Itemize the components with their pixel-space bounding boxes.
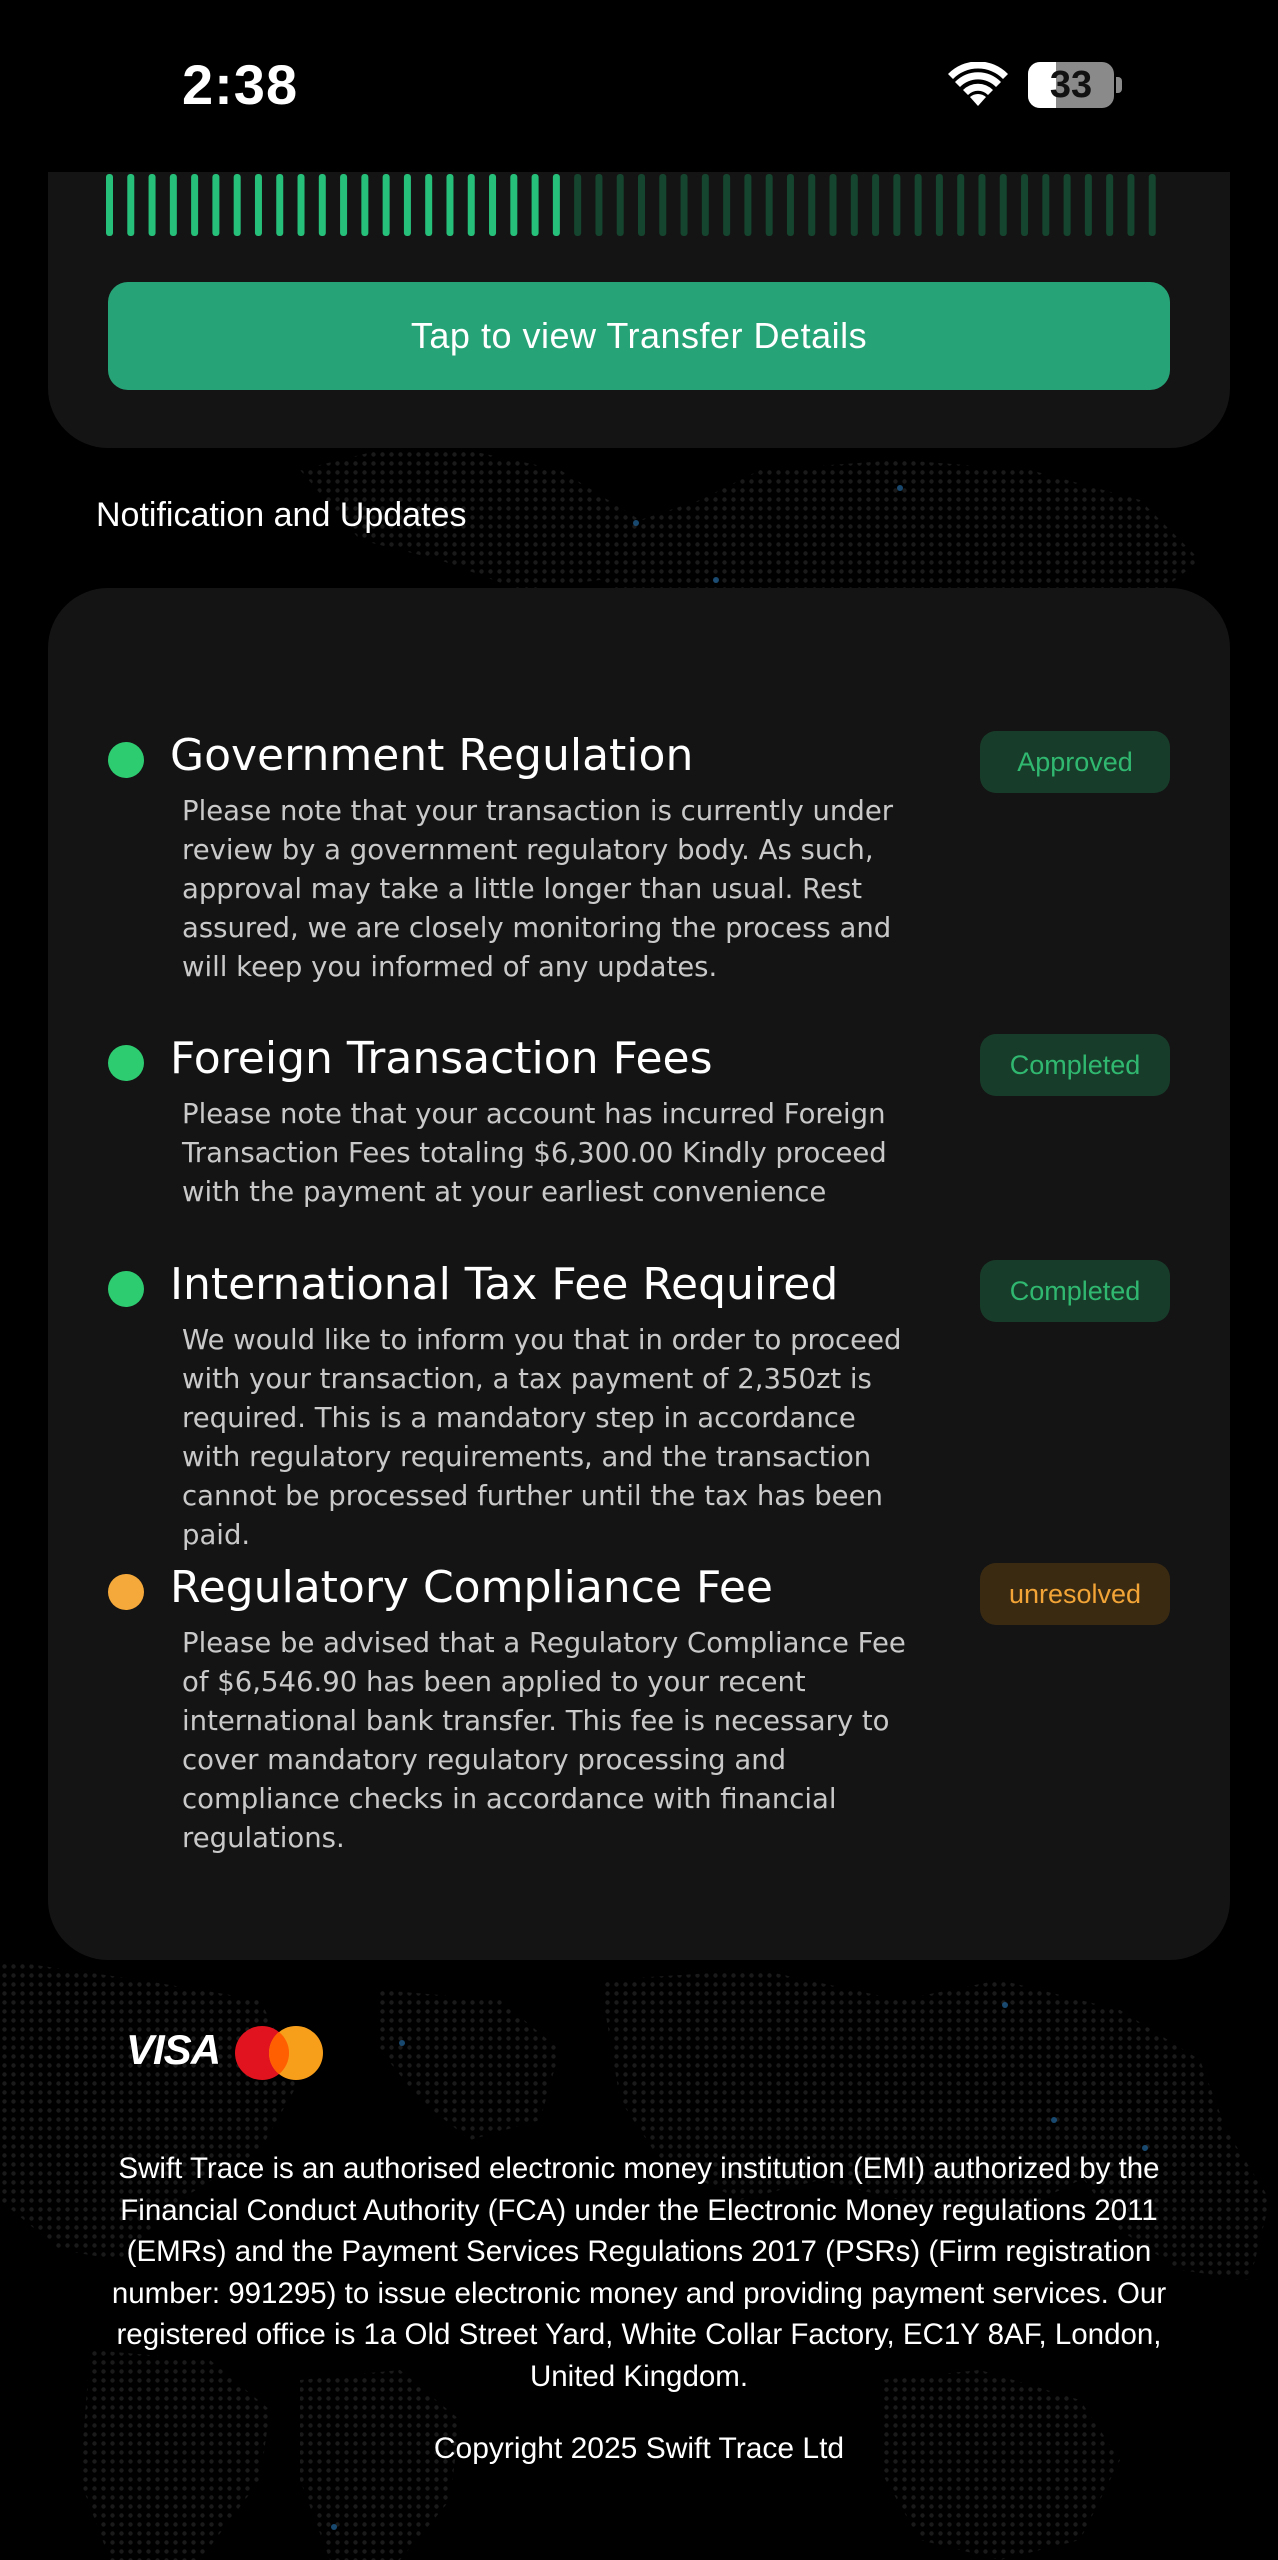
progress-tick	[915, 174, 922, 236]
progress-tick	[830, 174, 837, 236]
notification-title: Regulatory Compliance Fee	[170, 1562, 773, 1613]
status-dot-icon	[108, 1574, 144, 1610]
progress-tick	[893, 174, 900, 236]
progress-tick	[851, 174, 858, 236]
progress-tick	[1085, 174, 1092, 236]
progress-tick	[957, 174, 964, 236]
progress-tick	[766, 174, 773, 236]
notification-title: International Tax Fee Required	[170, 1259, 839, 1310]
status-badge: unresolved	[980, 1563, 1170, 1625]
view-transfer-details-button[interactable]: Tap to view Transfer Details	[108, 282, 1170, 390]
status-badge: Completed	[980, 1260, 1170, 1322]
progress-tick	[361, 174, 368, 236]
battery-icon	[1028, 62, 1124, 108]
progress-tick	[744, 174, 751, 236]
progress-tick	[234, 174, 241, 236]
progress-tick	[1064, 174, 1071, 236]
progress-tick	[638, 174, 645, 236]
status-time: 2:38	[182, 53, 299, 116]
progress-tick	[425, 174, 432, 236]
progress-tick	[617, 174, 624, 236]
notification-title: Government Regulation	[170, 730, 694, 781]
progress-tick	[872, 174, 879, 236]
status-dot-icon	[108, 742, 144, 778]
visa-logo: VISA	[126, 2026, 221, 2073]
progress-tick	[1021, 174, 1028, 236]
transfer-progress-bar	[106, 174, 1170, 236]
progress-tick	[489, 174, 496, 236]
progress-tick	[936, 174, 943, 236]
progress-tick	[1042, 174, 1049, 236]
progress-tick	[702, 174, 709, 236]
progress-tick	[191, 174, 198, 236]
progress-tick	[1149, 174, 1156, 236]
copyright-text: Copyright 2025 Swift Trace Ltd	[433, 2432, 845, 2465]
progress-tick	[978, 174, 985, 236]
mastercard-logo	[234, 2025, 324, 2081]
progress-tick	[404, 174, 411, 236]
progress-tick	[1127, 174, 1134, 236]
notification-body: Please note that your account has incurred Foreign Transaction Fees totaling $6,300.00 Kindly proceed with the payment at your earliest convenience	[182, 1098, 887, 1208]
progress-tick	[553, 174, 560, 236]
progress-tick	[787, 174, 794, 236]
status-dot-icon	[108, 1045, 144, 1081]
notifications-section-title: Notification and Updates	[96, 496, 467, 534]
notification-title: Foreign Transaction Fees	[170, 1033, 713, 1084]
progress-tick	[276, 174, 283, 236]
progress-tick	[681, 174, 688, 236]
progress-tick	[298, 174, 305, 236]
progress-tick	[340, 174, 347, 236]
notification-body: Please note that your transaction is currently under review by a government regulatory body. As such, approval may take a little longer than usual. Rest assured, we are closely monitoring the process and will keep you informed of any updates.	[182, 795, 894, 983]
wifi-icon	[948, 62, 1008, 108]
progress-tick	[532, 174, 539, 236]
status-dot-icon	[108, 1271, 144, 1307]
notification-body: Please be advised that a Regulatory Compliance Fee of $6,546.90 has been applied to your recent international bank transfer. This fee is necessary to cover mandatory regulatory processing and compliance checks in accordance with financial regulations.	[182, 1627, 906, 1854]
status-badge: Completed	[980, 1034, 1170, 1096]
progress-tick	[106, 174, 113, 236]
progress-tick	[1000, 174, 1007, 236]
progress-tick	[1106, 174, 1113, 236]
progress-tick	[212, 174, 219, 236]
progress-tick	[808, 174, 815, 236]
progress-tick	[127, 174, 134, 236]
status-badge: Approved	[980, 731, 1170, 793]
notifications-card	[48, 588, 1230, 1960]
notification-body: We would like to inform you that in order to proceed with your transaction, a tax payment of 2,350zt is required. This is a mandatory step in accordance with regulatory requirements, and the transaction cannot be processed further until the tax has been paid.	[182, 1324, 902, 1551]
legal-disclaimer: Swift Trace is an authorised electronic money institution (EMI) authorized by the Financial Conduct Authority (FCA) under the Electronic Money regulations 2011 (EMRs) and the Payment Services Regulations 2017 (PSRs) (Firm registration number: 991295) to issue electronic money and providing payment services. Our registered office is 1a Old Street Yard, White Collar Factory, EC1Y 8AF, London, United Kingdom.	[111, 2152, 1167, 2393]
transfer-card	[48, 150, 1230, 448]
progress-tick	[446, 174, 453, 236]
progress-tick	[595, 174, 602, 236]
progress-tick	[723, 174, 730, 236]
progress-tick	[149, 174, 156, 236]
status-bar	[0, 0, 1278, 172]
progress-tick	[510, 174, 517, 236]
progress-tick	[468, 174, 475, 236]
progress-tick	[319, 174, 326, 236]
progress-tick	[383, 174, 390, 236]
progress-tick	[255, 174, 262, 236]
progress-tick	[574, 174, 581, 236]
progress-tick	[170, 174, 177, 236]
battery-level: 33	[1049, 64, 1093, 106]
progress-tick	[659, 174, 666, 236]
